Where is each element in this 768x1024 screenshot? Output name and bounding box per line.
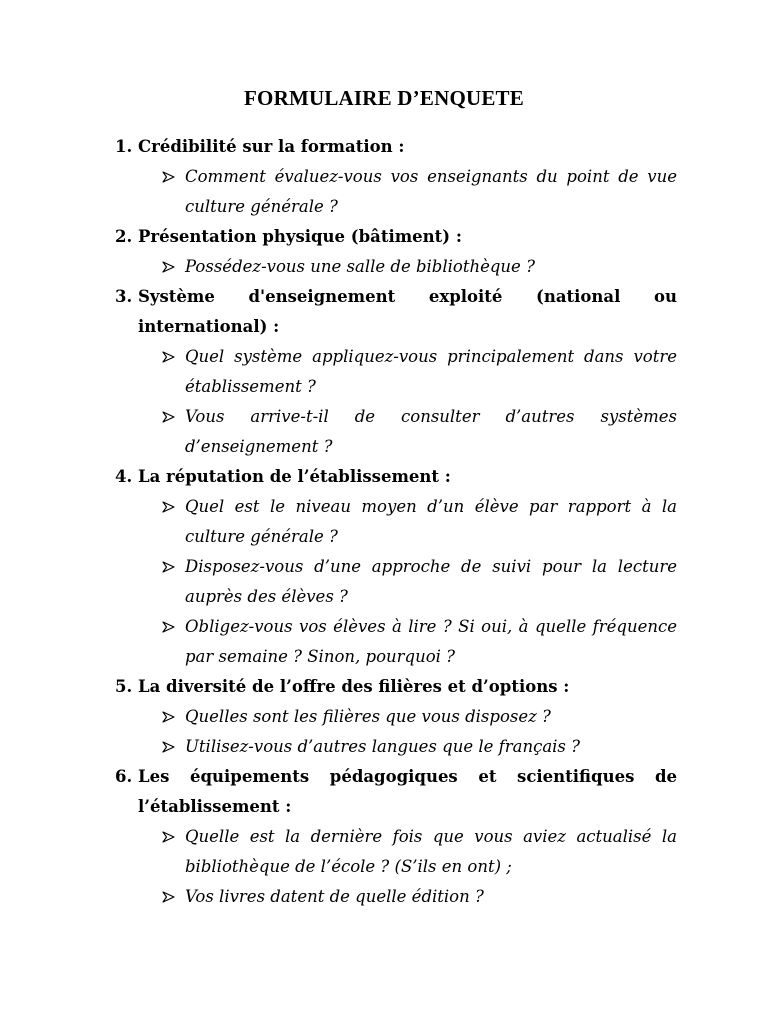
question-item (162, 402, 677, 462)
section-6 (115, 762, 677, 912)
section-title: Système d'enseignement exploité (national ou international) : (138, 287, 677, 336)
arrowhead-bullet-icon (162, 162, 185, 192)
section-number: 4. (115, 467, 133, 486)
arrowhead-bullet-icon (162, 612, 185, 642)
question-item (162, 732, 677, 762)
question-item (162, 342, 677, 402)
question-text: Obligez-vous vos élèves à lire ? Si oui, à quelle fréquence par semaine ? Sinon, pourquoi ? (185, 617, 677, 666)
question-item (162, 702, 677, 732)
arrowhead-bullet-icon (162, 822, 185, 852)
question-text: Vos livres datent de quelle édition ? (185, 887, 484, 906)
section-heading (115, 222, 677, 252)
question-text: Quel est le niveau moyen d’un élève par rapport à la culture générale ? (185, 497, 677, 546)
question-text: Comment évaluez-vous vos enseignants du point de vue culture générale ? (185, 167, 677, 216)
question-item (162, 882, 677, 912)
question-text: Quelle est la dernière fois que vous aviez actualisé la bibliothèque de l’école ? (S’ils en ont) ; (185, 827, 677, 876)
arrowhead-bullet-icon (162, 342, 185, 372)
arrowhead-bullet-icon (162, 252, 185, 282)
section-number: 1. (115, 137, 133, 156)
section-heading (115, 282, 677, 342)
section-number: 5. (115, 677, 133, 696)
question-item (162, 252, 677, 282)
section-number: 2. (115, 227, 133, 246)
section-title: La réputation de l’établissement : (138, 467, 451, 486)
section-heading (115, 132, 677, 162)
section-3 (115, 282, 677, 462)
question-item (162, 162, 677, 222)
question-text: Possédez-vous une salle de bibliothèque ? (185, 257, 535, 276)
question-item (162, 552, 677, 612)
arrowhead-bullet-icon (162, 882, 185, 912)
arrowhead-bullet-icon (162, 702, 185, 732)
question-text: Vous arrive-t-il de consulter d’autres systèmes d’enseignement ? (185, 407, 677, 456)
section-5 (115, 672, 677, 762)
section-4 (115, 462, 677, 672)
question-item (162, 822, 677, 882)
page-title: FORMULAIRE D’ENQUETE (244, 86, 524, 110)
arrowhead-bullet-icon (162, 732, 185, 762)
arrowhead-bullet-icon (162, 552, 185, 582)
question-text: Quel système appliquez-vous principalement dans votre établissement ? (185, 347, 677, 396)
question-text: Utilisez-vous d’autres langues que le français ? (185, 737, 580, 756)
section-2 (115, 222, 677, 282)
arrowhead-bullet-icon (162, 492, 185, 522)
question-item (162, 492, 677, 552)
questionnaire-body (115, 132, 677, 912)
arrowhead-bullet-icon (162, 402, 185, 432)
section-title: La diversité de l’offre des filières et d’options : (138, 677, 570, 696)
section-heading (115, 462, 677, 492)
section-heading (115, 762, 677, 822)
section-title: Crédibilité sur la formation : (138, 137, 405, 156)
section-title: Présentation physique (bâtiment) : (138, 227, 462, 246)
question-item (162, 612, 677, 672)
section-number: 3. (115, 287, 133, 306)
section-number: 6. (115, 767, 133, 786)
question-text: Quelles sont les filières que vous disposez ? (185, 707, 551, 726)
section-title: Les équipements pédagogiques et scientifiques de l’établissement : (138, 767, 677, 816)
section-heading (115, 672, 677, 702)
question-text: Disposez-vous d’une approche de suivi pour la lecture auprès des élèves ? (185, 557, 677, 606)
section-1 (115, 132, 677, 222)
